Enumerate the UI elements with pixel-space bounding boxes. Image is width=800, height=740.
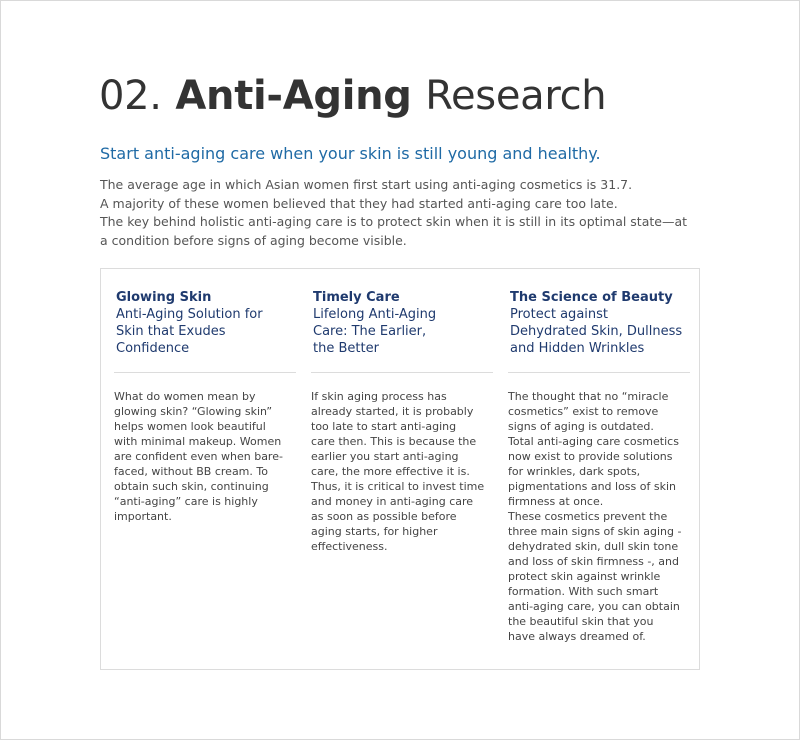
page-subtitle: Start anti-aging care when your skin is still young and healthy. xyxy=(100,144,601,163)
column-subheading: Anti-Aging Solution for Skin that Exudes Confidence xyxy=(116,307,263,356)
intro-paragraph xyxy=(100,176,700,250)
column-subheading: Protect against Dehydrated Skin, Dullness and Hidden Wrinkles xyxy=(510,307,683,356)
column-divider xyxy=(114,372,296,373)
column-glowing-skin xyxy=(116,289,298,374)
column-heading: Glowing Skin xyxy=(116,290,212,305)
column-heading: Timely Care xyxy=(313,290,400,305)
column-divider xyxy=(311,372,493,373)
title-number: 02. xyxy=(99,73,162,119)
column-heading: The Science of Beauty xyxy=(510,290,673,305)
column-timely-care xyxy=(313,289,495,374)
column-science-of-beauty xyxy=(510,289,692,374)
column-subheading: Lifelong Anti-Aging Care: The Earlier, the Better xyxy=(313,307,437,356)
intro-line: The key behind holistic anti-aging care is to protect skin when it is still in its optimal state—at xyxy=(100,214,688,229)
column-body: What do women mean by glowing skin? “Glowing skin” helps women look beautiful with minimal makeup. Women are confident even when bare- faced, without BB cream. To obtain such skin, continuing “anti-aging” care is highly important. xyxy=(114,390,283,523)
intro-line: A majority of these women believed that they had started anti-aging care too late. xyxy=(100,195,618,211)
intro-line: The average age in which Asian women first start using anti-aging cosmetics is 31.7. xyxy=(100,177,633,192)
title-bold: Anti-Aging xyxy=(175,73,412,119)
intro-line: a condition before signs of aging become visible. xyxy=(100,232,407,248)
column-body: The thought that no “miracle cosmetics” exist to remove signs of aging is outdated. Total anti-aging care cosmetics now exist to provide solutions for wrinkles, dark spots, pigmentations and loss of skin firmness at once. These cosmetics prevent the three main signs of skin aging - dehydrated skin, dull skin tone and loss of skin firmness -, and protect skin against wrinkle formation. With such smart anti-aging care, you can obtain the beautiful skin that you have always dreamed of. xyxy=(508,390,682,643)
title-light: Research xyxy=(425,73,607,119)
page-title xyxy=(99,72,606,120)
column-body: If skin aging process has already started, it is probably too late to start anti-aging care then. This is because the earlier you start anti-aging care, the more effective it is. Thus, it is critical to invest time and money in anti-aging care as soon as possible before aging starts, for higher effectiveness. xyxy=(311,390,485,553)
column-divider xyxy=(508,372,690,373)
